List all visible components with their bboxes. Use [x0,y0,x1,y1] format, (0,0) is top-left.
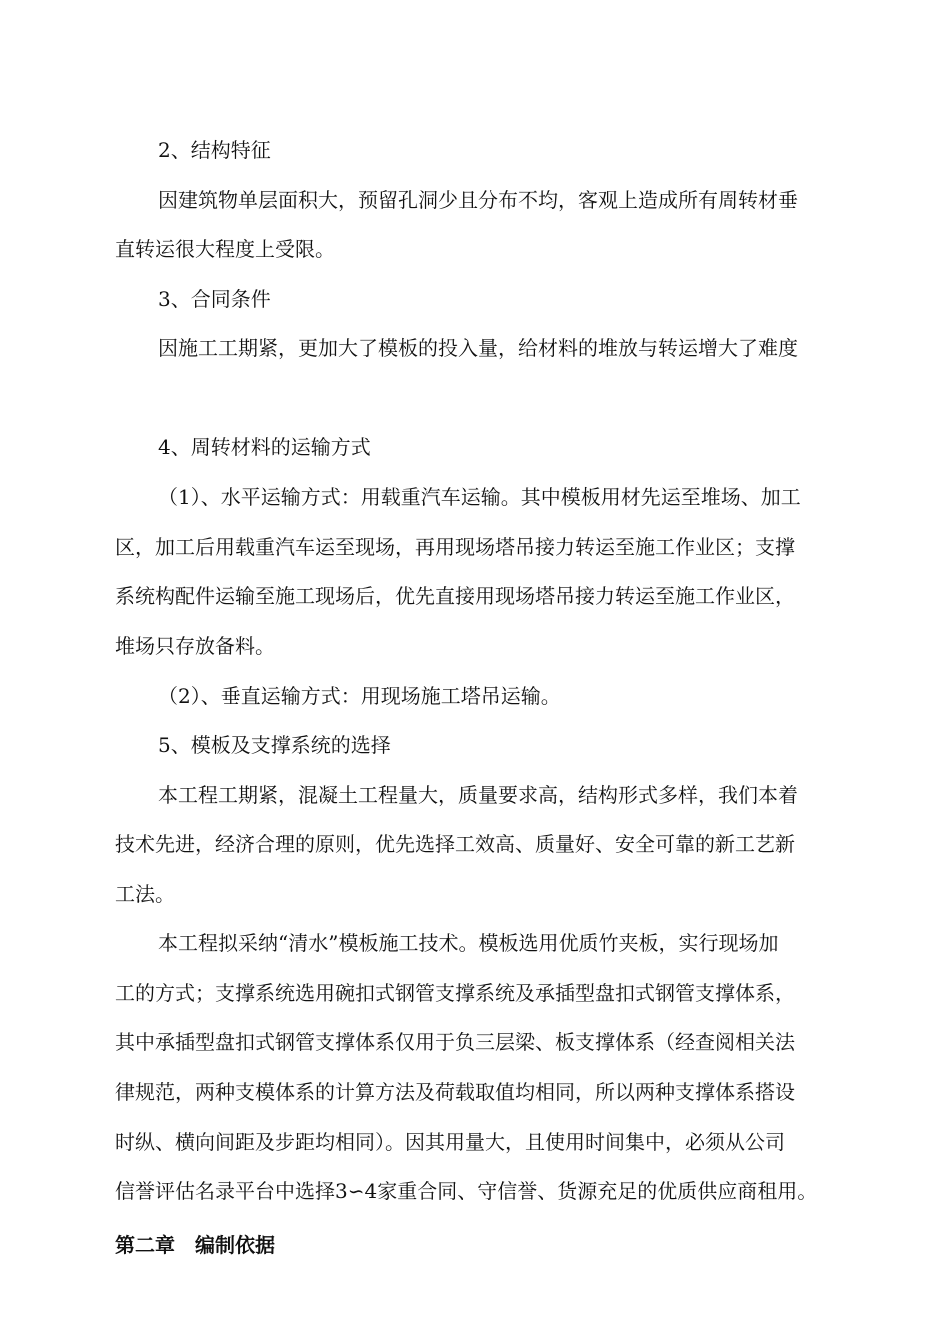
paragraph-line: 堆场只存放备料。 [115,634,275,658]
section-5-heading: 5、模板及支撑系统的选择 [158,733,391,757]
paragraph-line: 律规范，两种支模体系的计算方法及荷载取值均相同，所以两种支撑体系搭设 [115,1080,795,1104]
paragraph-line: 本工程工期紧，混凝土工程量大，质量要求高，结构形式多样，我们本着 [158,783,798,807]
paragraph-line: 时纵、横向间距及步距均相同）。因其用量大，且使用时间集中，必须从公司 [115,1130,785,1154]
chapter-heading: 第二章 编制依据 [115,1233,275,1257]
section-2-heading: 2、结构特征 [158,138,271,162]
paragraph-line: 工法。 [115,882,175,906]
section-4-heading: 4、周转材料的运输方式 [158,435,371,459]
paragraph-line: 工的方式；支撑系统选用碗扣式钢管支撑系统及承插型盘扣式钢管支撑体系， [115,981,795,1005]
section-3-heading: 3、合同条件 [158,287,271,311]
paragraph-line: （1）、水平运输方式：用载重汽车运输。其中模板用材先运至堆场、加工 [158,485,801,509]
paragraph-line: 信誉评估名录平台中选择3∽4家重合同、守信誉、货源充足的优质供应商租用。 [115,1179,818,1203]
paragraph-line: 因施工工期紧，更加大了模板的投入量，给材料的堆放与转运增大了难度 [158,336,798,360]
paragraph-line: 直转运很大程度上受限。 [115,237,335,261]
paragraph-line: 本工程拟采纳“清水”模板施工技术。模板选用优质竹夹板，实行现场加 [158,931,779,955]
paragraph-line: 其中承插型盘扣式钢管支撑体系仅用于负三层梁、板支撑体系（经查阅相关法 [115,1030,795,1054]
paragraph-line: 技术先进，经济合理的原则，优先选择工效高、质量好、安全可靠的新工艺新 [115,832,795,856]
paragraph-line: 区，加工后用载重汽车运至现场，再用现场塔吊接力转运至施工作业区；支撑 [115,535,795,559]
paragraph-line: 系统构配件运输至施工现场后，优先直接用现场塔吊接力转运至施工作业区， [115,584,795,608]
paragraph-line: （2）、垂直运输方式：用现场施工塔吊运输。 [158,684,561,708]
paragraph-line: 因建筑物单层面积大，预留孔洞少且分布不均，客观上造成所有周转材垂 [158,188,798,212]
